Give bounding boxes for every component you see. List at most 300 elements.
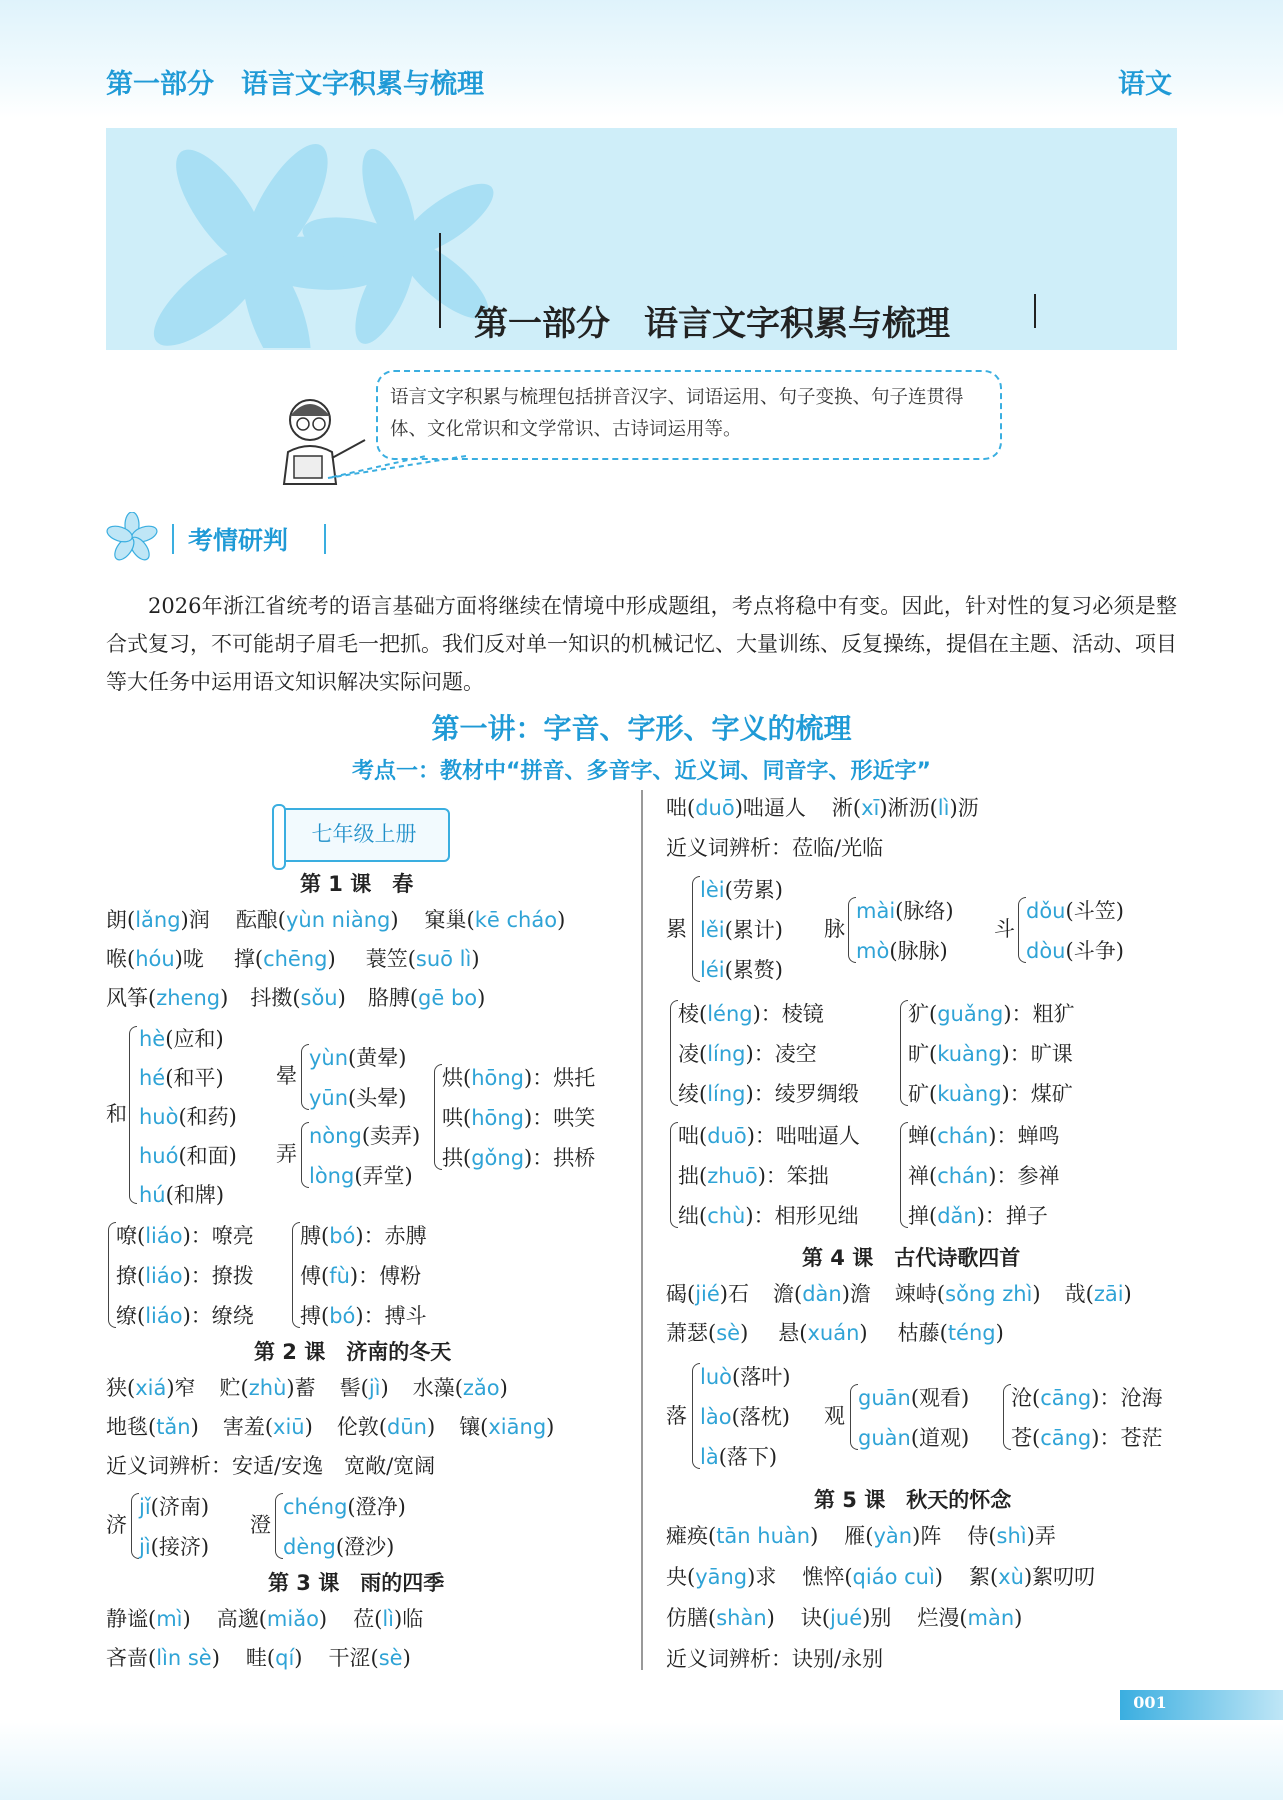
word-pinyin: kē cháo xyxy=(474,908,558,932)
entry-pinyin: zhuō xyxy=(707,1164,758,1188)
entry-char: 嘹 xyxy=(116,1224,137,1248)
word-pinyin: hóu xyxy=(135,947,175,971)
word-entry: 高邈(miǎo) xyxy=(216,1607,328,1631)
luo-list xyxy=(700,1357,790,1477)
entry-pinyin: nòng xyxy=(309,1124,362,1148)
right-row-1 xyxy=(666,791,979,825)
word-entry: 悬(xuán) xyxy=(778,1321,868,1345)
entry-char: 犷 xyxy=(908,1002,929,1026)
word-pinyin: zǎo xyxy=(462,1376,500,1400)
word-entry: 侍(shì)弄 xyxy=(967,1524,1056,1548)
ji-brace xyxy=(131,1493,139,1559)
entry-word: 接济 xyxy=(158,1535,201,1559)
left-row-5 xyxy=(106,1410,578,1444)
word-suffix: 求 xyxy=(755,1565,777,1589)
similar-char-entry: 拙(zhuō)：笨拙 xyxy=(678,1164,829,1188)
kaoqing-bar-left xyxy=(172,524,174,554)
similar-char-entry: 拱(gǒng)：拱桥 xyxy=(442,1146,596,1170)
word-pinyin: suō lì xyxy=(415,947,472,971)
entry-pinyin: gǒng xyxy=(471,1146,525,1170)
word-entry: 伦敦(dūn) xyxy=(336,1415,436,1439)
lesson-4-title: 第 4 课 古代诗歌四首 xyxy=(802,1246,1021,1270)
lei-brace xyxy=(692,876,700,982)
hong-list xyxy=(442,1058,595,1178)
lei-char: 累 xyxy=(666,917,687,941)
word-pinyin: jì xyxy=(368,1376,381,1400)
similar-char-entry: 矿(kuàng)：煤矿 xyxy=(908,1082,1073,1106)
word-suffix: 石 xyxy=(728,1282,749,1306)
entry-word: 参禅 xyxy=(1017,1164,1060,1188)
entry-pinyin: yūn xyxy=(309,1086,349,1110)
similar-char-entry: 撩(liáo)：撩拨 xyxy=(116,1264,254,1288)
entry-pinyin: huó xyxy=(139,1144,179,1168)
word-entry: 朗(lǎng)润 xyxy=(106,908,210,932)
word-char: 竦峙 xyxy=(894,1282,937,1306)
word-pinyin: jié xyxy=(695,1282,720,1306)
entry-pinyin: dòu xyxy=(1026,939,1066,963)
entry-char: 咄 xyxy=(678,1124,699,1148)
ji-char: 济 xyxy=(106,1513,127,1537)
word-entry: 淅(xī)淅沥(lì)沥 xyxy=(831,796,979,820)
entry-char: 拱 xyxy=(442,1146,463,1170)
word-pinyin: duō xyxy=(695,796,735,820)
similar-char-entry: 绫(líng)：绫罗绸缎 xyxy=(678,1082,859,1106)
word-suffix: 润 xyxy=(188,908,210,932)
word-pinyin: xiá xyxy=(135,1376,167,1400)
entry-word: 撩拨 xyxy=(211,1264,254,1288)
liao-brace xyxy=(108,1222,116,1328)
left-row-4 xyxy=(106,1371,532,1405)
word-entry: 枯藤(téng) xyxy=(897,1321,1004,1345)
entry-char: 拙 xyxy=(678,1164,699,1188)
entry-pinyin: lěi xyxy=(700,918,725,942)
guan-brace xyxy=(850,1384,858,1450)
word-char: 仿膳 xyxy=(666,1606,708,1630)
entry-char: 膊 xyxy=(300,1224,321,1248)
chan-brace xyxy=(900,1122,908,1228)
similar-char-entry: 蝉(chán)：蝉鸣 xyxy=(908,1124,1060,1148)
entry-char: 凌 xyxy=(678,1042,699,1066)
left-synonym-1: 近义词辨析：安适/安逸 宽敞/宽阔 xyxy=(106,1454,436,1478)
page-number: 001 xyxy=(1133,1693,1167,1712)
word-pinyin: zāi xyxy=(1093,1282,1124,1306)
entry-pinyin: mò xyxy=(856,939,890,963)
entry-word: 头晕 xyxy=(356,1086,399,1110)
entry-pinyin: chù xyxy=(707,1204,746,1228)
similar-char-entry: 旷(kuàng)：旷课 xyxy=(908,1042,1073,1066)
entry-pinyin: lèi xyxy=(700,878,725,902)
entry-word: 和药 xyxy=(186,1105,229,1129)
entry-word: 弄堂 xyxy=(362,1164,405,1188)
similar-char-entry: 掸(dǎn)：掸子 xyxy=(908,1204,1048,1228)
word-pinyin: yùn niàng xyxy=(285,908,391,932)
word-char: 雁 xyxy=(844,1524,866,1548)
entry-word: 卖弄 xyxy=(370,1124,413,1148)
entry-word: 煤矿 xyxy=(1030,1082,1073,1106)
entry-word: 绫罗绸缎 xyxy=(774,1082,859,1106)
he-brace xyxy=(129,1026,137,1204)
right-row-4 xyxy=(666,1519,1082,1553)
entry-word: 笨拙 xyxy=(786,1164,829,1188)
similar-char-entry: 禅(chán)：参禅 xyxy=(908,1164,1060,1188)
polyphone-entry: mài(脉络) xyxy=(856,899,954,923)
word-entry: 害羞(xiū) xyxy=(222,1415,313,1439)
similar-char-entry: 缭(liáo)：缭绕 xyxy=(116,1304,254,1328)
word-pinyin: miǎo xyxy=(266,1607,319,1631)
kaoqing-body: 2026年浙江省统考的语言基础方面将继续在情境中形成题组，考点将稳中有变。因此，针对性的复习必须是整合式复习，不可能胡子眉毛一把抓。我们反对单一知识的机械记忆、大量训练、反复操练，提倡在主题、活动、项目等大任务中运用语文知识解决实际问题。 xyxy=(106,594,1177,694)
word-entry: 风筝(zheng) xyxy=(106,986,229,1010)
entry-pinyin: duō xyxy=(707,1124,747,1148)
entry-pinyin: chán xyxy=(937,1124,989,1148)
entry-pinyin: yùn xyxy=(309,1046,349,1070)
polyphone-entry: nòng(卖弄) xyxy=(309,1124,421,1148)
word-pinyin: sè xyxy=(378,1646,403,1670)
word-suffix: 淅沥 xyxy=(887,796,930,820)
entry-pinyin: chán xyxy=(937,1164,989,1188)
entry-word: 和面 xyxy=(186,1144,229,1168)
entry-word: 拱桥 xyxy=(553,1146,596,1170)
polyphone-entry: mò(脉脉) xyxy=(856,939,948,963)
word-pinyin: xiū xyxy=(273,1415,305,1439)
kuang-list xyxy=(908,994,1075,1114)
footer-band xyxy=(0,1722,1283,1800)
cheng-list xyxy=(283,1487,406,1567)
polyphone-entry: lèi(劳累) xyxy=(700,878,783,902)
lei-list xyxy=(700,870,783,990)
entry-word: 黄晕 xyxy=(356,1046,399,1070)
polyphone-entry: hè(应和) xyxy=(139,1027,224,1051)
yun-char: 晕 xyxy=(276,1064,297,1088)
word-entry: 咄(duō)咄逼人 xyxy=(666,796,806,820)
entry-pinyin: lòng xyxy=(309,1164,355,1188)
entry-pinyin: dǎn xyxy=(937,1204,977,1228)
entry-pinyin: là xyxy=(700,1445,719,1469)
entry-pinyin: liáo xyxy=(145,1264,183,1288)
mai-list xyxy=(856,891,954,971)
cheng-brace xyxy=(275,1493,283,1559)
word-pinyin: tǎn xyxy=(156,1415,191,1439)
word-char: 胳膊 xyxy=(367,986,410,1010)
word-pinyin: dàn xyxy=(802,1282,842,1306)
word-char: 蓑笠 xyxy=(365,947,408,971)
similar-char-entry: 苍(cāng)：苍茫 xyxy=(1011,1426,1163,1450)
bo-brace xyxy=(292,1222,300,1328)
word-pinyin: mì xyxy=(156,1607,183,1631)
left-row-6 xyxy=(106,1602,449,1636)
left-row-3 xyxy=(106,981,507,1015)
entry-word: 嘹亮 xyxy=(211,1224,254,1248)
word-entry: 碣(jié)石 xyxy=(666,1282,749,1306)
he-list xyxy=(139,1020,237,1215)
word-char: 瘫痪 xyxy=(666,1524,708,1548)
word-entry: 静谧(mì) xyxy=(106,1607,191,1631)
nong-char: 弄 xyxy=(276,1142,297,1166)
entry-pinyin: hè xyxy=(139,1027,166,1051)
dou-char: 斗 xyxy=(994,917,1015,941)
entry-word: 和平 xyxy=(173,1066,216,1090)
entry-char: 哄 xyxy=(442,1106,463,1130)
polyphone-entry: hú(和牌) xyxy=(139,1183,225,1207)
entry-char: 绌 xyxy=(678,1204,699,1228)
entry-char: 傅 xyxy=(300,1264,321,1288)
entry-pinyin: bó xyxy=(329,1224,356,1248)
word-entry: 萧瑟(sè) xyxy=(666,1321,749,1345)
word-pinyin: gē bo xyxy=(418,986,478,1010)
entry-char: 棱 xyxy=(678,1002,699,1026)
entry-pinyin: léng xyxy=(707,1002,753,1026)
entry-word: 沧海 xyxy=(1120,1386,1163,1410)
right-synonym-2: 近义词辨析：诀别/永别 xyxy=(666,1647,884,1671)
guan-char: 观 xyxy=(824,1404,845,1428)
entry-pinyin: hú xyxy=(139,1183,166,1207)
word-entry: 地毯(tǎn) xyxy=(106,1415,199,1439)
entry-word: 观看 xyxy=(919,1386,962,1410)
word-char: 伦敦 xyxy=(336,1415,379,1439)
lecture-title: 第一讲：字音、字形、字义的梳理 xyxy=(431,712,852,745)
entry-pinyin: hōng xyxy=(471,1066,525,1090)
entry-word: 棱镜 xyxy=(781,1002,824,1026)
polyphone-entry: yùn(黄晕) xyxy=(309,1046,407,1070)
word-char: 澹 xyxy=(773,1282,794,1306)
word-entry: 瘫痪(tān huàn) xyxy=(666,1524,819,1548)
dou-brace xyxy=(1018,897,1026,963)
word-pinyin: yàn xyxy=(873,1524,913,1548)
entry-pinyin: hōng xyxy=(471,1106,525,1130)
entry-word: 济南 xyxy=(158,1495,201,1519)
word-char: 地毯 xyxy=(106,1415,148,1439)
similar-char-entry: 烘(hōng)：烘托 xyxy=(442,1066,596,1090)
word-entry: 狭(xiá)窄 xyxy=(106,1376,196,1400)
word-char: 狭 xyxy=(106,1376,127,1400)
word-char: 萧瑟 xyxy=(666,1321,708,1345)
word-entry: 雁(yàn)阵 xyxy=(844,1524,942,1548)
word-entry: 憔悴(qiáo cuì) xyxy=(802,1565,943,1589)
word-entry: 窠巢(kē cháo) xyxy=(424,908,566,932)
word-suffix: 絮叨叨 xyxy=(1032,1565,1096,1589)
cheng-char: 澄 xyxy=(250,1513,271,1537)
nong-brace xyxy=(301,1122,309,1188)
word-pinyin: qí xyxy=(275,1646,295,1670)
word-pinyin: dūn xyxy=(387,1415,427,1439)
word-char: 髻 xyxy=(339,1376,361,1400)
entry-word: 劳累 xyxy=(732,878,775,902)
word-pinyin: lì xyxy=(382,1607,394,1631)
similar-char-entry: 犷(guǎng)：粗犷 xyxy=(908,1002,1075,1026)
entry-word: 澄净 xyxy=(355,1495,398,1519)
word-char: 烂漫 xyxy=(917,1606,960,1630)
right-row-5 xyxy=(666,1560,1121,1594)
entry-pinyin: mài xyxy=(856,899,896,923)
entry-pinyin: dèng xyxy=(283,1535,336,1559)
word-entry: 胳膊(gē bo) xyxy=(367,986,486,1010)
entry-word: 脉络 xyxy=(903,899,946,923)
word-char: 枯藤 xyxy=(897,1321,940,1345)
similar-char-entry: 傅(fù)：傅粉 xyxy=(300,1264,422,1288)
speech-pointer xyxy=(326,448,466,488)
polyphone-entry: yūn(头晕) xyxy=(309,1086,407,1110)
polyphone-entry: hé(和平) xyxy=(139,1066,224,1090)
word-suffix: 澹 xyxy=(849,1282,871,1306)
entry-pinyin: fù xyxy=(329,1264,350,1288)
entry-word: 苍茫 xyxy=(1120,1426,1163,1450)
word-entry: 畦(qí) xyxy=(245,1646,303,1670)
entry-char: 搏 xyxy=(300,1304,321,1328)
similar-char-entry: 搏(bó)：搏斗 xyxy=(300,1304,427,1328)
entry-char: 撩 xyxy=(116,1264,137,1288)
word-entry: 莅(lì)临 xyxy=(353,1607,424,1631)
word-pinyin: sǒu xyxy=(300,986,338,1010)
entry-pinyin: guàn xyxy=(858,1426,911,1450)
word-pinyin: xiāng xyxy=(488,1415,547,1439)
word-entry: 竦峙(sǒng zhì) xyxy=(894,1282,1041,1306)
word-pinyin: jué xyxy=(830,1606,863,1630)
entry-pinyin: kuàng xyxy=(937,1082,1002,1106)
word-entry: 吝啬(lìn sè) xyxy=(106,1646,220,1670)
word-char: 憔悴 xyxy=(802,1565,845,1589)
entry-word: 落叶 xyxy=(740,1365,783,1389)
word-pinyin: téng xyxy=(947,1321,996,1345)
grade-label: 七年级上册 xyxy=(311,822,417,846)
entry-word: 道观 xyxy=(919,1426,962,1450)
similar-char-entry: 绌(chù)：相形见绌 xyxy=(678,1204,859,1228)
polyphone-entry: luò(落叶) xyxy=(700,1365,791,1389)
polyphone-entry: huò(和药) xyxy=(139,1105,237,1129)
right-row-6 xyxy=(666,1601,1048,1635)
word-char: 畦 xyxy=(245,1646,267,1670)
word-entry: 哉(zāi) xyxy=(1064,1282,1132,1306)
entry-pinyin: hé xyxy=(139,1066,166,1090)
word-char: 悬 xyxy=(778,1321,800,1345)
entry-char: 苍 xyxy=(1011,1426,1032,1450)
entry-pinyin: jǐ xyxy=(139,1495,151,1519)
word-char: 淅 xyxy=(831,796,853,820)
entry-char: 缭 xyxy=(116,1304,137,1328)
entry-pinyin: jì xyxy=(139,1535,151,1559)
word-char: 喉 xyxy=(106,947,127,971)
entry-pinyin: guān xyxy=(858,1386,911,1410)
word-pinyin: màn xyxy=(967,1606,1015,1630)
polyphone-entry: lěi(累计) xyxy=(700,918,783,942)
entry-pinyin: léi xyxy=(700,958,725,982)
word-char: 窠巢 xyxy=(424,908,467,932)
similar-char-entry: 凌(líng)：凌空 xyxy=(678,1042,817,1066)
banner-bar-left xyxy=(439,233,441,328)
polyphone-entry: jì(接济) xyxy=(139,1535,210,1559)
similar-char-entry: 哄(hōng)：哄笑 xyxy=(442,1106,596,1130)
similar-char-entry: 咄(duō)：咄咄逼人 xyxy=(678,1124,860,1148)
polyphone-entry: lào(落枕) xyxy=(700,1405,790,1429)
mai-brace xyxy=(848,897,856,963)
polyphone-entry: jǐ(济南) xyxy=(139,1495,210,1519)
entry-word: 脉脉 xyxy=(897,939,940,963)
entry-pinyin: guǎng xyxy=(937,1002,1004,1026)
similar-char-entry: 膊(bó)：赤膊 xyxy=(300,1224,427,1248)
word-entry: 水藻(zǎo) xyxy=(412,1376,508,1400)
mai-char: 脉 xyxy=(824,917,845,941)
header-subject: 语文 xyxy=(1118,69,1172,100)
entry-pinyin: cāng xyxy=(1040,1426,1092,1450)
leng-brace xyxy=(670,1000,678,1106)
word-entry: 贮(zhù)蓄 xyxy=(219,1376,316,1400)
chan-list xyxy=(908,1116,1059,1236)
word-char: 咄 xyxy=(666,796,687,820)
polyphone-entry: guàn(道观) xyxy=(858,1426,970,1450)
duo-brace xyxy=(670,1122,678,1228)
word-suffix: 咙 xyxy=(182,947,204,971)
entry-word: 落枕 xyxy=(739,1405,782,1429)
entry-word: 赤膊 xyxy=(384,1224,427,1248)
word-char: 撑 xyxy=(233,947,255,971)
entry-char: 烘 xyxy=(442,1066,463,1090)
word-char: 静谧 xyxy=(106,1607,148,1631)
word-char: 水藻 xyxy=(412,1376,455,1400)
word-pinyin: lǎng xyxy=(135,908,181,932)
polyphone-entry: léi(累赘) xyxy=(700,958,783,982)
banner-bar-right xyxy=(1034,294,1036,328)
word-pinyin: chēng xyxy=(263,947,328,971)
kaoqing-bar-right xyxy=(324,524,326,554)
word-char: 吝啬 xyxy=(106,1646,148,1670)
left-row-1 xyxy=(106,903,591,937)
cang-list xyxy=(1011,1378,1162,1458)
word-pinyin: qiáo cuì xyxy=(852,1565,935,1589)
entry-word: 和牌 xyxy=(173,1183,216,1207)
polyphone-entry: dèng(澄沙) xyxy=(283,1535,395,1559)
entry-word: 缭绕 xyxy=(211,1304,254,1328)
hong-brace xyxy=(434,1064,442,1170)
banner xyxy=(106,128,1177,350)
word-entry: 干涩(sè) xyxy=(328,1646,411,1670)
word-char: 莅 xyxy=(353,1607,375,1631)
entry-pinyin: dǒu xyxy=(1026,899,1066,923)
nong-list xyxy=(309,1116,420,1196)
polyphone-entry: lòng(弄堂) xyxy=(309,1164,413,1188)
word-pinyin: lì xyxy=(937,796,950,820)
entry-char: 旷 xyxy=(908,1042,929,1066)
entry-word: 哄笑 xyxy=(553,1106,596,1130)
ji-list xyxy=(139,1487,209,1567)
word-entry: 央(yāng)求 xyxy=(666,1565,777,1589)
left-row-7 xyxy=(106,1641,437,1675)
entry-word: 烘托 xyxy=(553,1066,596,1090)
word-entry: 蓑笠(suō lì) xyxy=(365,947,480,971)
entry-word: 斗争 xyxy=(1073,939,1116,963)
word-pinyin: xuán xyxy=(807,1321,860,1345)
banner-title: 第一部分 语言文字积累与梳理 xyxy=(474,304,950,344)
entry-word: 应和 xyxy=(173,1027,216,1051)
similar-char-entry: 嘹(liáo)：嘹亮 xyxy=(116,1224,254,1248)
word-suffix: 临 xyxy=(402,1607,424,1631)
entry-word: 累赘 xyxy=(732,958,775,982)
polyphone-entry: guān(观看) xyxy=(858,1386,970,1410)
word-suffix: 咄逼人 xyxy=(742,796,806,820)
entry-pinyin: kuàng xyxy=(937,1042,1002,1066)
bo-list xyxy=(300,1216,427,1336)
dou-list xyxy=(1026,891,1124,971)
entry-char: 掸 xyxy=(908,1204,929,1228)
word-pinyin: zheng xyxy=(156,986,221,1010)
word-pinyin: lìn sè xyxy=(156,1646,212,1670)
entry-word: 咄咄逼人 xyxy=(775,1124,860,1148)
entry-char: 矿 xyxy=(908,1082,929,1106)
entry-char: 禅 xyxy=(908,1164,929,1188)
word-char: 絮 xyxy=(969,1565,990,1589)
right-row-2 xyxy=(666,1277,1156,1311)
word-char: 风筝 xyxy=(106,986,148,1010)
guan-list xyxy=(858,1378,969,1458)
word-char: 害羞 xyxy=(222,1415,265,1439)
word-entry: 诀(jué)别 xyxy=(800,1606,892,1630)
